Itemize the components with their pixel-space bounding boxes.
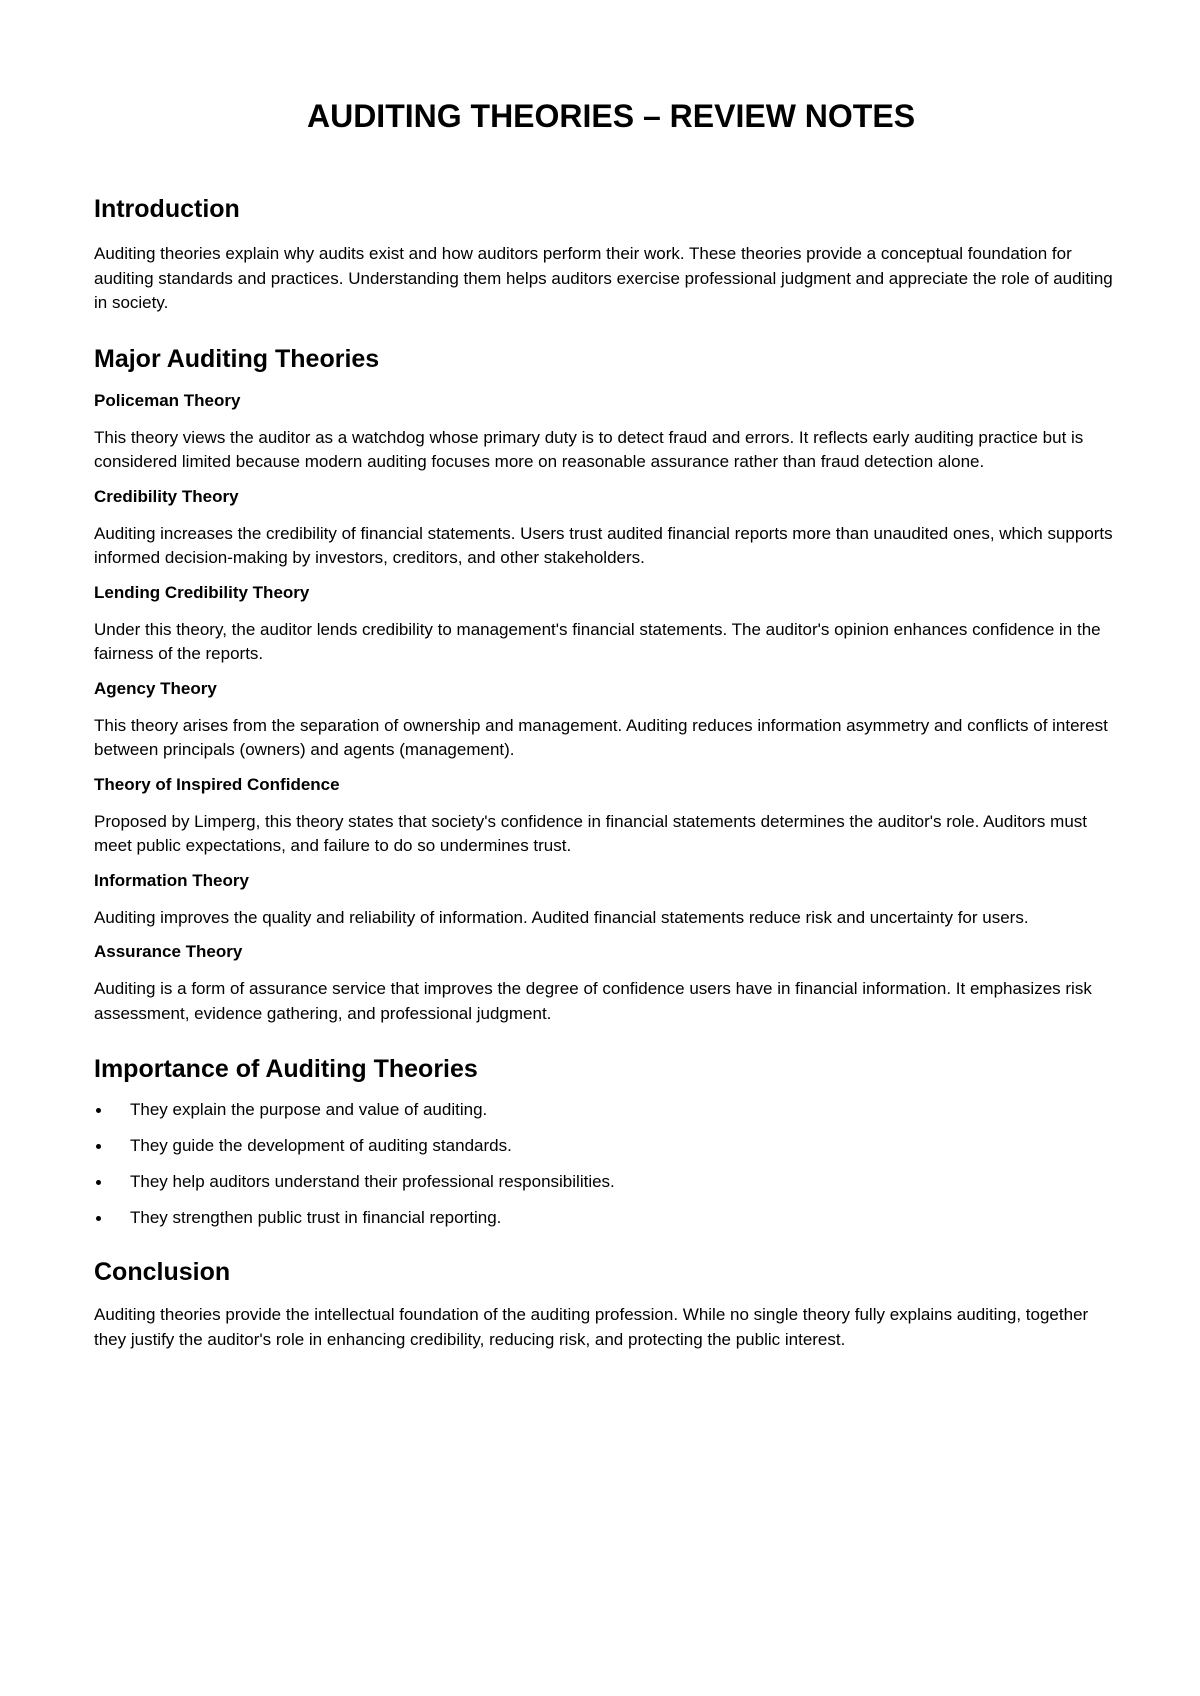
list-item [94,1206,1114,1230]
theory-policeman [94,390,1114,475]
theory-agency [94,678,1114,763]
importance-list [94,1098,1114,1230]
list-item [94,1170,1114,1194]
theory-text: Proposed by Limperg, this theory states that society's confidence in financial statements determines the auditor's role. Auditors must meet public expectations, and failure to do so undermines trust. [94,811,1087,855]
theory-inspired-confidence [94,774,1114,859]
theory-text: This theory arises from the separation of ownership and management. Auditing reduces information asymmetry and conflicts of interest between principals (owners) and agents (management). [94,715,1108,759]
list-item-text: They explain the purpose and value of auditing. [130,1100,488,1119]
document-page [94,96,1114,1352]
list-item-text: They strengthen public trust in financial reporting. [130,1208,502,1227]
list-item [94,1098,1114,1122]
list-item-text: They help auditors understand their professional responsibilities. [130,1172,615,1191]
theory-information [94,870,1114,931]
theory-heading: Information Theory [94,870,249,890]
importance-section [94,1054,1114,1230]
document-title: AUDITING THEORIES – REVIEW NOTES [306,98,916,134]
list-item [94,1134,1114,1158]
theory-assurance [94,941,1114,1026]
theory-heading: Lending Credibility Theory [94,582,310,602]
theory-heading: Policeman Theory [94,390,241,410]
theory-heading: Credibility Theory [94,486,239,506]
theory-text: Auditing improves the quality and reliability of information. Audited financial statements reduce risk and uncertainty for users. [94,907,1029,927]
theory-text: Auditing increases the credibility of financial statements. Users trust audited financial reports more than unaudited ones, which supports informed decision-making by investors, creditors, and other stakeholders. [94,523,1113,567]
bullet-icon [96,1216,101,1221]
theory-heading: Theory of Inspired Confidence [94,774,340,794]
conclusion-text: Auditing theories provide the intellectual foundation of the auditing profession. While no single theory fully explains auditing, together they justify the auditor's role in enhancing credibility, reducing risk, and protecting the public interest. [94,1305,1089,1349]
bullet-icon [96,1108,101,1113]
major-theories-section [94,344,1114,1027]
introduction-text: Auditing theories explain why audits exist and how auditors perform their work. These theories provide a conceptual foundation for auditing standards and practices. Understanding them helps auditors exercise professional judgment and appreciate the role of auditing in society. [94,244,1113,312]
theory-text: Auditing is a form of assurance service that improves the degree of confidence users have in financial information. It emphasizes risk assessment, evidence gathering, and professional judgment. [94,979,1092,1023]
conclusion-heading: Conclusion [94,1258,231,1286]
theory-credibility [94,486,1114,571]
conclusion-section [94,1257,1114,1352]
list-item-text: They guide the development of auditing standards. [130,1136,512,1155]
theory-text: Under this theory, the auditor lends credibility to management's financial statements. The auditor's opinion enhances confidence in the fairness of the reports. [94,619,1101,663]
theory-text: This theory views the auditor as a watchdog whose primary duty is to detect fraud and errors. It reflects early auditing practice but is considered limited because modern auditing focuses more on reasonable assurance rather than fraud detection alone. [94,427,1084,471]
bullet-icon [96,1180,101,1185]
introduction-heading: Introduction [94,195,240,223]
introduction-section [94,194,1114,316]
theory-lending-credibility [94,582,1114,667]
theory-heading: Assurance Theory [94,942,243,961]
theory-heading: Agency Theory [94,678,217,698]
importance-heading: Importance of Auditing Theories [94,1055,478,1083]
bullet-icon [96,1144,101,1149]
major-theories-heading: Major Auditing Theories [94,344,380,373]
